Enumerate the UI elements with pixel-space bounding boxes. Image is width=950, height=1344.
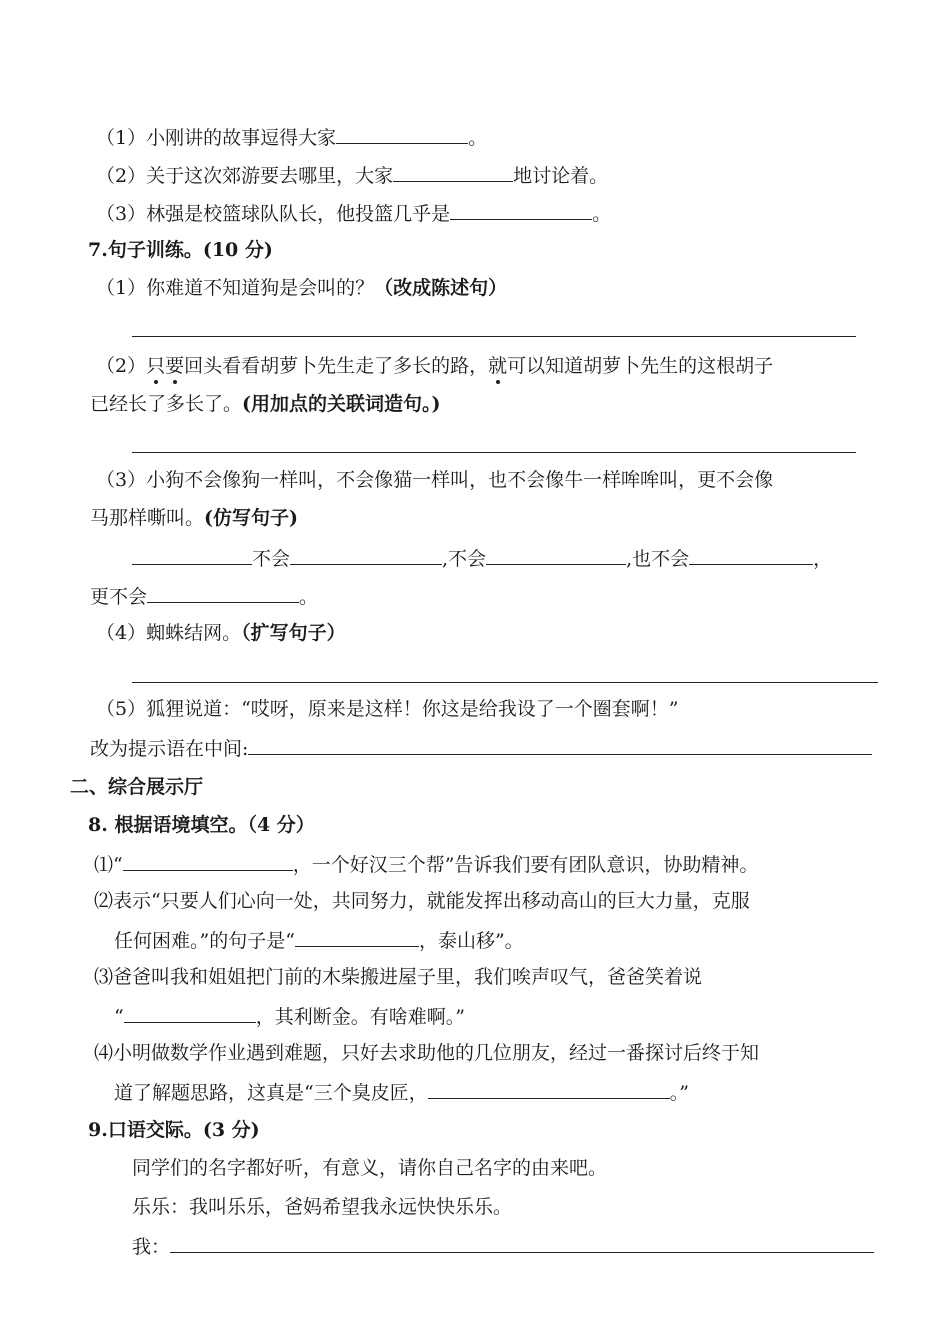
q8-item-1-blank[interactable] — [123, 852, 293, 871]
section-2-title: 二、综合展示厅 — [70, 776, 204, 798]
q7-s2-dotted-word-2: 要 — [165, 355, 185, 377]
q7-s4-answer-line[interactable] — [132, 682, 878, 683]
q8-item-3-blank[interactable] — [124, 1004, 256, 1023]
q7-s2-answer-line[interactable] — [132, 452, 856, 453]
q6-item-1-text: （1）小刚讲的故事逗得大家 — [96, 127, 337, 149]
q6-item-2 — [96, 163, 608, 188]
q7-s3-line1: （3）小狗不会像狗一样叫，不会像猫一样叫，也不会像牛一样哞哞叫，更不会像 — [96, 469, 774, 491]
q6-item-2-end: 地讨论着。 — [513, 165, 609, 187]
q6-item-2-text: （2）关于这次郊游要去哪里，大家 — [96, 165, 394, 187]
q7-s2-dotted-word-1: 只 — [146, 355, 166, 377]
q8-item-2-post: ，泰山移”。 — [418, 930, 524, 952]
q7-s1-answer-line[interactable] — [132, 336, 856, 337]
q6-item-1-blank[interactable] — [336, 125, 468, 144]
q6-item-3 — [96, 201, 611, 226]
q7-s2-line1 — [96, 355, 773, 378]
q7-s3-blank-5[interactable] — [147, 584, 299, 603]
q9-me-answer-line[interactable] — [170, 1234, 874, 1253]
q6-item-1-end: 。 — [468, 127, 488, 149]
q6-item-1 — [96, 125, 487, 150]
q8-item-2-pre: 任何困难。”的句子是“ — [114, 930, 295, 952]
q7-s5-text: （5）狐狸说道：“哎呀，原来是这样！你这是给我设了一个圈套啊！” — [96, 698, 679, 720]
q7-s5-prompt-row — [90, 736, 872, 761]
q8-item-1 — [94, 852, 758, 877]
q7-s5-answer-line[interactable] — [248, 736, 872, 755]
q7-s3-blank-1[interactable] — [132, 546, 252, 565]
q7-s2-text-c: 已经长了多长了。 — [90, 393, 243, 415]
q8-item-2-line2 — [114, 928, 524, 953]
q9-title: 9.口语交际。(3 分) — [88, 1119, 260, 1141]
q8-item-3-post: ，其利断金。有啥难啊。” — [255, 1006, 465, 1028]
q7-s3-line2 — [90, 507, 298, 530]
q6-item-3-blank[interactable] — [450, 201, 592, 220]
q9-example: 乐乐：我叫乐乐，爸妈希望我永远快快乐乐。 — [132, 1196, 513, 1218]
q7-s3-blank-3[interactable] — [486, 546, 626, 565]
q8-item-4-line1: ⑷小明做数学作业遇到难题，只好去求助他的几位朋友，经过一番探讨后终于知 — [94, 1042, 760, 1064]
q7-s2-text-a: 回头看看胡萝卜先生走了多长的路， — [184, 355, 489, 377]
q8-item-2-blank[interactable] — [295, 928, 419, 947]
q7-s3-blank-4[interactable] — [689, 546, 813, 565]
q8-item-3-pre: “ — [114, 1006, 124, 1028]
q8-item-3-line1: ⑶爸爸叫我和姐姐把门前的木柴搬进屋子里，我们唉声叹气，爸爸笑着说 — [94, 966, 703, 988]
q7-s3-word-2: ,不会 — [442, 548, 487, 570]
q7-s4-text: （4）蜘蛛结网。 — [96, 622, 242, 644]
q7-title: 7.句子训练。(10 分) — [88, 239, 273, 261]
q7-s1 — [96, 277, 507, 300]
q8-title: 8. 根据语境填空。（4 分） — [88, 814, 315, 836]
q9-me-row — [132, 1234, 874, 1259]
q7-s3-text: 马那样嘶叫。 — [90, 507, 205, 529]
q7-s5-prompt: 改为提示语在中间: — [90, 738, 249, 760]
q7-s3-word-6: 。 — [299, 586, 319, 608]
q6-item-3-text: （3）林强是校篮球队队长，他投篮几乎是 — [96, 203, 451, 225]
q9-me-label: 我： — [132, 1236, 171, 1258]
q8-item-1-pre: ⑴“ — [94, 854, 123, 876]
q8-item-4-pre: 道了解题思路，这真是“三个臭皮匠， — [114, 1082, 428, 1104]
q8-item-3-line2 — [114, 1004, 465, 1029]
q7-s4 — [96, 622, 346, 645]
q7-s2-line2 — [90, 393, 441, 416]
q8-item-4-blank[interactable] — [428, 1080, 670, 1099]
q7-s2-number: （2） — [96, 355, 147, 377]
q8-item-2-line1: ⑵表示“只要人们心向一处，共同努力，就能发挥出移动高山的巨大力量，克服 — [94, 890, 750, 912]
q7-s2-note: (用加点的关联词造句。) — [242, 393, 441, 415]
q7-s3-word-5: 更不会 — [90, 586, 148, 608]
q7-s2-dotted-word-3: 就 — [488, 355, 508, 377]
q7-s3-fill-line1 — [132, 546, 832, 571]
q7-s3-note: (仿写句子) — [204, 507, 298, 529]
q9-intro: 同学们的名字都好听，有意义，请你自己名字的由来吧。 — [132, 1157, 608, 1179]
q7-s3-word-4: ， — [813, 548, 833, 570]
q7-s1-text: （1）你难道不知道狗是会叫的？ — [96, 277, 375, 299]
q7-s3-fill-line2 — [90, 584, 318, 609]
q7-s4-note: （扩写句子） — [241, 622, 346, 644]
q7-s3-word-3: ,也不会 — [626, 548, 690, 570]
q8-item-4-post: 。” — [669, 1082, 689, 1104]
q7-s1-note: （改成陈述句） — [374, 277, 508, 299]
q7-s3-blank-2[interactable] — [290, 546, 442, 565]
q7-s3-word-1: 不会 — [252, 548, 291, 570]
q6-item-2-blank[interactable] — [393, 163, 513, 182]
q8-item-4-line2 — [114, 1080, 689, 1105]
q8-item-1-post: ，一个好汉三个帮”告诉我们要有团队意识，协助精神。 — [292, 854, 759, 876]
q7-s2-text-b: 可以知道胡萝卜先生的这根胡子 — [507, 355, 774, 377]
q6-item-3-end: 。 — [592, 203, 612, 225]
